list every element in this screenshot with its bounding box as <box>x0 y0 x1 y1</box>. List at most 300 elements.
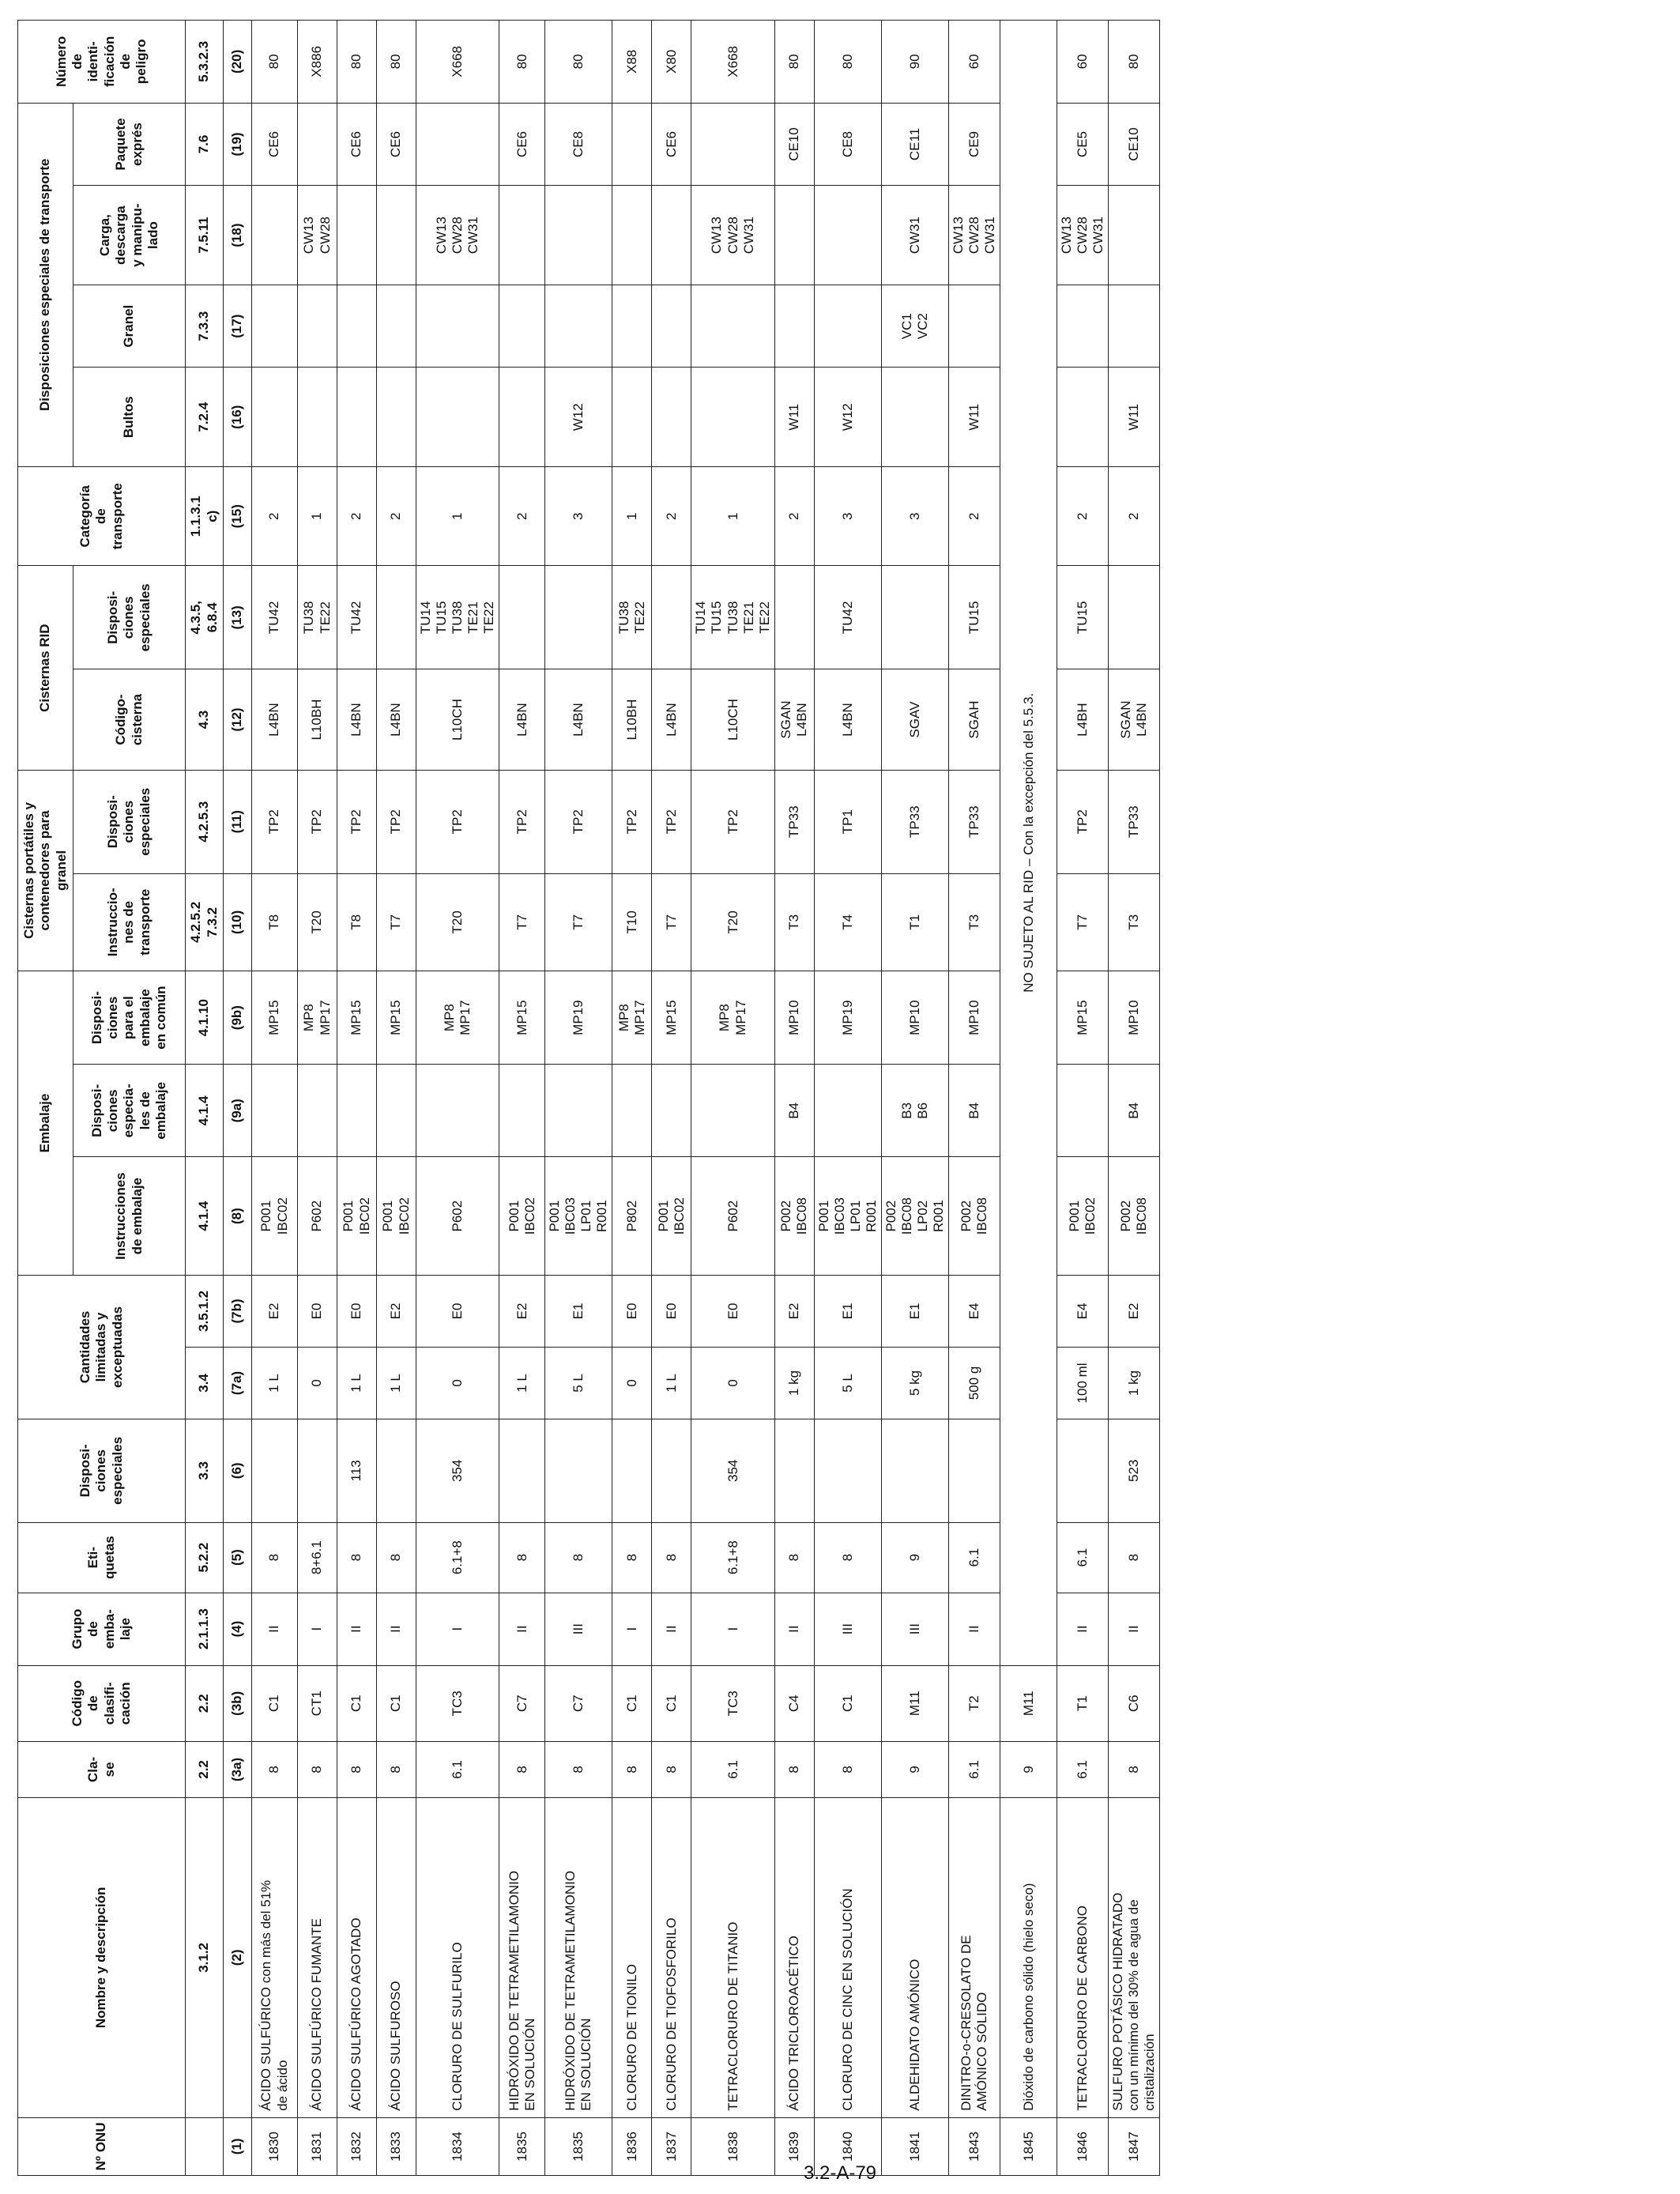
mixed-packing-provisions-cell: MP10 <box>774 971 814 1065</box>
bulk-provisions-cell <box>814 285 881 368</box>
rid-tank-special-provisions-cell: TU15 <box>1057 566 1109 669</box>
packing-group-cell: II <box>499 1593 545 1665</box>
classification-code-cell: C1 <box>652 1665 691 1741</box>
packing-group-cell: I <box>416 1593 499 1665</box>
rid-tank-special-provisions-cell <box>499 566 545 669</box>
express-parcel-cell: CE6 <box>652 103 691 186</box>
packing-group-cell: I <box>612 1593 652 1665</box>
tank-special-provisions-cell: TP33 <box>949 770 1000 873</box>
name-description-cell: HIDRÓXIDO DE TETRAMETILAMONIO EN SOLUCIÓN <box>499 1797 545 2117</box>
packages-provisions-cell <box>612 368 652 467</box>
excepted-quantity-cell: E1 <box>545 1275 612 1347</box>
classification-code-cell: C1 <box>814 1665 881 1741</box>
name-description-cell: ÁCIDO TRICLOROACÉTICO <box>774 1797 814 2117</box>
labels-cell: 8 <box>377 1522 416 1593</box>
reference-cell: 3.4 <box>186 1347 224 1419</box>
column-number-cell: (9a) <box>224 1065 252 1157</box>
packing-instructions-cell: P001 IBC03 LP01 R001 <box>545 1157 612 1276</box>
special-provisions-cell <box>377 1419 416 1522</box>
bulk-provisions-cell <box>691 285 774 368</box>
hazard-id-number-cell: X80 <box>652 21 691 104</box>
bulk-provisions-cell <box>252 285 298 368</box>
packing-group-cell: II <box>1109 1593 1160 1665</box>
hazard-id-number-cell: 80 <box>337 21 377 104</box>
special-packing-provisions-cell: B3 B6 <box>881 1065 948 1157</box>
reference-cell: 4.1.4 <box>186 1065 224 1157</box>
express-parcel-cell: CE10 <box>1109 103 1160 186</box>
table-row <box>377 21 416 2176</box>
packing-group-cell: II <box>252 1593 298 1665</box>
special-provisions-cell <box>949 1419 1000 1522</box>
table-row <box>298 21 337 2176</box>
packages-provisions-cell <box>377 368 416 467</box>
class-cell: 6.1 <box>416 1741 499 1797</box>
rid-tank-special-provisions-cell <box>881 566 948 669</box>
mixed-packing-provisions-cell: MP8 MP17 <box>691 971 774 1065</box>
table-row <box>337 21 377 2176</box>
hazard-id-number-cell: 80 <box>1109 21 1160 104</box>
bulk-provisions-cell <box>377 285 416 368</box>
rid-tank-special-provisions-cell <box>774 566 814 669</box>
packages-provisions-cell: W12 <box>814 368 881 467</box>
express-parcel-cell: CE11 <box>881 103 948 186</box>
name-description-cell: CLORURO DE SULFURILO <box>416 1797 499 2117</box>
table-row <box>1000 21 1057 2176</box>
classification-code-cell: M11 <box>1000 1665 1057 1741</box>
tank-instructions-cell: T8 <box>337 873 377 971</box>
table-row <box>814 21 881 2176</box>
labels-cell: 6.1+8 <box>691 1522 774 1593</box>
express-parcel-cell: CE6 <box>377 103 416 186</box>
limited-quantity-cell: 1 L <box>252 1347 298 1419</box>
rid-tank-special-provisions-cell: TU42 <box>337 566 377 669</box>
excepted-quantity-cell: E0 <box>612 1275 652 1347</box>
packages-provisions-cell <box>499 368 545 467</box>
tank-special-provisions-cell: TP2 <box>377 770 416 873</box>
column-number-cell: (20) <box>224 21 252 104</box>
column-number-cell: (12) <box>224 669 252 771</box>
un-number-cell: 1845 <box>1000 2117 1057 2175</box>
tank-instructions-cell: T3 <box>949 873 1000 971</box>
labels-cell: 9 <box>881 1522 948 1593</box>
bulk-provisions-cell <box>774 285 814 368</box>
name-description-cell: ÁCIDO SULFÚRICO FUMANTE <box>298 1797 337 2117</box>
header-express: Paquete exprés <box>73 103 186 186</box>
labels-cell: 8 <box>652 1522 691 1593</box>
limited-quantity-cell: 1 L <box>499 1347 545 1419</box>
limited-quantity-cell: 1 kg <box>774 1347 814 1419</box>
class-cell: 8 <box>774 1741 814 1797</box>
column-number-cell: (7a) <box>224 1347 252 1419</box>
tank-instructions-cell: T3 <box>1109 873 1160 971</box>
un-number-cell: 1847 <box>1109 2117 1160 2175</box>
transport-category-cell: 2 <box>1057 466 1109 566</box>
table-header <box>18 21 252 2176</box>
un-number-cell: 1840 <box>814 2117 881 2175</box>
hazard-id-number-cell: 80 <box>814 21 881 104</box>
special-packing-provisions-cell <box>1057 1065 1109 1157</box>
rid-tank-special-provisions-cell <box>545 566 612 669</box>
tank-code-cell: L4BN <box>545 669 612 771</box>
mixed-packing-provisions-cell: MP8 MP17 <box>298 971 337 1065</box>
class-cell: 8 <box>545 1741 612 1797</box>
bulk-provisions-cell <box>949 285 1000 368</box>
limited-quantity-cell: 0 <box>612 1347 652 1419</box>
loading-provisions-cell: CW13 CW28 CW31 <box>1057 186 1109 285</box>
class-cell: 8 <box>1109 1741 1160 1797</box>
packing-instructions-cell: P002 IBC08 <box>774 1157 814 1276</box>
header-rid-tank-special: Disposi- ciones especiales <box>73 566 186 669</box>
packing-group-cell: II <box>652 1593 691 1665</box>
reference-cell: 5.3.2.3 <box>186 21 224 104</box>
class-cell: 6.1 <box>691 1741 774 1797</box>
column-number-cell: (3a) <box>224 1741 252 1797</box>
bulk-provisions-cell <box>298 285 337 368</box>
limited-quantity-cell: 1 kg <box>1109 1347 1160 1419</box>
table-body <box>252 21 1160 2176</box>
tank-special-provisions-cell: TP33 <box>1109 770 1160 873</box>
special-provisions-cell <box>252 1419 298 1522</box>
table-row <box>499 21 545 2176</box>
rid-tank-special-provisions-cell: TU38 TE22 <box>298 566 337 669</box>
transport-category-cell: 1 <box>298 466 337 566</box>
tank-instructions-cell: T20 <box>416 873 499 971</box>
classification-code-cell: TC3 <box>691 1665 774 1741</box>
hazard-id-number-cell: 80 <box>252 21 298 104</box>
mixed-packing-provisions-cell: MP10 <box>881 971 948 1065</box>
loading-provisions-cell: CW13 CW28 CW31 <box>416 186 499 285</box>
packages-provisions-cell: W11 <box>1109 368 1160 467</box>
transport-category-cell: 2 <box>774 466 814 566</box>
header-special-packing: Disposi- ciones especia- les de embalaje <box>73 1065 186 1157</box>
express-parcel-cell: CE5 <box>1057 103 1109 186</box>
bulk-provisions-cell <box>416 285 499 368</box>
reference-cell: 4.3 <box>186 669 224 771</box>
reference-cell: 2.1.1.3 <box>186 1593 224 1665</box>
class-cell: 8 <box>652 1741 691 1797</box>
packing-instructions-cell: P602 <box>298 1157 337 1276</box>
table-row <box>1057 21 1109 2176</box>
reference-cell: 2.2 <box>186 1665 224 1741</box>
table-row <box>652 21 691 2176</box>
not-subject-note: NO SUJETO AL RID – Con la excepción del 5.5.3. <box>1000 21 1057 1666</box>
labels-cell: 8 <box>337 1522 377 1593</box>
un-number-cell: 1837 <box>652 2117 691 2175</box>
tank-code-cell: L4BH <box>1057 669 1109 771</box>
classification-code-cell: C4 <box>774 1665 814 1741</box>
loading-provisions-cell <box>252 186 298 285</box>
tank-instructions-cell: T7 <box>652 873 691 971</box>
classification-code-cell: T1 <box>1057 1665 1109 1741</box>
excepted-quantity-cell: E4 <box>949 1275 1000 1347</box>
table-row <box>416 21 499 2176</box>
tank-code-cell: L4BN <box>652 669 691 771</box>
special-packing-provisions-cell <box>377 1065 416 1157</box>
tank-code-cell: L4BN <box>499 669 545 771</box>
transport-category-cell: 1 <box>416 466 499 566</box>
special-provisions-cell: 354 <box>691 1419 774 1522</box>
mixed-packing-provisions-cell: MP15 <box>252 971 298 1065</box>
table-row <box>612 21 652 2176</box>
tank-instructions-cell: T4 <box>814 873 881 971</box>
classification-code-cell: C7 <box>545 1665 612 1741</box>
header-bulk: Granel <box>73 285 186 368</box>
packing-instructions-cell: P001 IBC02 <box>1057 1157 1109 1276</box>
excepted-quantity-cell: E0 <box>652 1275 691 1347</box>
header-un-no: Nº ONU <box>18 2117 186 2175</box>
un-number-cell: 1831 <box>298 2117 337 2175</box>
special-provisions-cell <box>499 1419 545 1522</box>
tank-code-cell: L10CH <box>416 669 499 771</box>
rid-tank-special-provisions-cell <box>1109 566 1160 669</box>
limited-quantity-cell: 5 L <box>814 1347 881 1419</box>
loading-provisions-cell <box>545 186 612 285</box>
tank-code-cell: SGAN L4BN <box>774 669 814 771</box>
labels-cell: 6.1+8 <box>416 1522 499 1593</box>
tank-instructions-cell: T7 <box>499 873 545 971</box>
tank-special-provisions-cell: TP1 <box>814 770 881 873</box>
reference-cell: 4.2.5.3 <box>186 770 224 873</box>
reference-cell: 7.5.11 <box>186 186 224 285</box>
excepted-quantity-cell: E0 <box>691 1275 774 1347</box>
packing-group-cell: III <box>814 1593 881 1665</box>
tank-special-provisions-cell: TP2 <box>545 770 612 873</box>
tank-special-provisions-cell: TP33 <box>881 770 948 873</box>
tank-code-cell: SGAV <box>881 669 948 771</box>
header-tank-special: Disposi- ciones especiales <box>73 770 186 873</box>
loading-provisions-cell <box>377 186 416 285</box>
reference-cell: 4.1.4 <box>186 1157 224 1276</box>
special-packing-provisions-cell: B4 <box>949 1065 1000 1157</box>
loading-provisions-cell <box>814 186 881 285</box>
name-description-cell: ÁCIDO SULFUROSO <box>377 1797 416 2117</box>
special-provisions-cell <box>612 1419 652 1522</box>
packages-provisions-cell <box>337 368 377 467</box>
mixed-packing-provisions-cell: MP8 MP17 <box>612 971 652 1065</box>
column-number-cell: (13) <box>224 566 252 669</box>
table-row <box>949 21 1000 2176</box>
bulk-provisions-cell <box>337 285 377 368</box>
un-number-cell: 1833 <box>377 2117 416 2175</box>
class-cell: 6.1 <box>949 1741 1000 1797</box>
class-cell: 8 <box>499 1741 545 1797</box>
loading-provisions-cell <box>652 186 691 285</box>
header-rid-tanks: Cisternas RID <box>18 566 73 770</box>
classification-code-cell: C1 <box>377 1665 416 1741</box>
reference-cell: 7.2.4 <box>186 368 224 467</box>
special-packing-provisions-cell <box>814 1065 881 1157</box>
special-packing-provisions-cell: B4 <box>1109 1065 1160 1157</box>
express-parcel-cell: CE9 <box>949 103 1000 186</box>
transport-category-cell: 1 <box>612 466 652 566</box>
packing-instructions-cell: P602 <box>691 1157 774 1276</box>
rid-tank-special-provisions-cell: TU15 <box>949 566 1000 669</box>
hazard-id-number-cell: 80 <box>545 21 612 104</box>
express-parcel-cell <box>298 103 337 186</box>
packages-provisions-cell: W11 <box>774 368 814 467</box>
express-parcel-cell <box>612 103 652 186</box>
hazard-id-number-cell: X88 <box>612 21 652 104</box>
un-number-cell: 1839 <box>774 2117 814 2175</box>
classification-code-cell: CT1 <box>298 1665 337 1741</box>
special-packing-provisions-cell <box>416 1065 499 1157</box>
loading-provisions-cell <box>337 186 377 285</box>
name-description-cell: DINITRO-o-CRESOLATO DE AMÓNICO SÓLIDO <box>949 1797 1000 2117</box>
hazard-id-number-cell: 80 <box>499 21 545 104</box>
loading-provisions-cell <box>499 186 545 285</box>
rid-tank-special-provisions-cell: TU42 <box>252 566 298 669</box>
class-cell: 8 <box>252 1741 298 1797</box>
labels-cell: 8 <box>499 1522 545 1593</box>
reference-cell: 7.6 <box>186 103 224 186</box>
header-mixed-packing: Disposi- ciones para el embalaje en común <box>73 971 186 1065</box>
packing-instructions-cell: P002 IBC08 LP02 R001 <box>881 1157 948 1276</box>
special-provisions-cell: 113 <box>337 1419 377 1522</box>
column-number-cell: (7b) <box>224 1275 252 1347</box>
reference-cell: 4.1.10 <box>186 971 224 1065</box>
header-packaging: Embalaje <box>18 971 73 1276</box>
special-provisions-cell <box>652 1419 691 1522</box>
header-tank-code: Código- cisterna <box>73 669 186 771</box>
classification-code-cell: C1 <box>252 1665 298 1741</box>
header-class: Cla- se <box>18 1741 186 1797</box>
labels-cell: 6.1 <box>1057 1522 1109 1593</box>
table-row <box>1109 21 1160 2176</box>
limited-quantity-cell: 1 L <box>377 1347 416 1419</box>
special-provisions-cell <box>814 1419 881 1522</box>
mixed-packing-provisions-cell: MP10 <box>949 971 1000 1065</box>
column-number-cell: (6) <box>224 1419 252 1522</box>
packing-group-cell: II <box>337 1593 377 1665</box>
special-packing-provisions-cell <box>298 1065 337 1157</box>
column-number-cell: (17) <box>224 285 252 368</box>
packing-instructions-cell: P001 IBC02 <box>652 1157 691 1276</box>
packages-provisions-cell <box>416 368 499 467</box>
name-description-cell: ALDEHIDATO AMÓNICO <box>881 1797 948 2117</box>
special-packing-provisions-cell <box>499 1065 545 1157</box>
reference-cell: 2.2 <box>186 1741 224 1797</box>
reference-cell: 1.1.3.1 c) <box>186 466 224 566</box>
tank-code-cell: L10CH <box>691 669 774 771</box>
name-description-cell: Dióxido de carbono sólido (hielo seco) <box>1000 1797 1057 2117</box>
class-cell: 6.1 <box>1057 1741 1109 1797</box>
name-description-cell: TETRACLORURO DE CARBONO <box>1057 1797 1109 2117</box>
packing-group-cell: I <box>298 1593 337 1665</box>
un-number-cell: 1835 <box>499 2117 545 2175</box>
labels-cell: 6.1 <box>949 1522 1000 1593</box>
class-cell: 8 <box>298 1741 337 1797</box>
header-special-transport: Disposiciones especiales de transporte <box>18 103 73 466</box>
loading-provisions-cell: CW13 CW28 CW31 <box>691 186 774 285</box>
special-packing-provisions-cell <box>612 1065 652 1157</box>
header-limited-qty: Cantidades limitadas y exceptuadas <box>18 1275 186 1419</box>
tank-special-provisions-cell: TP2 <box>652 770 691 873</box>
labels-cell: 8 <box>252 1522 298 1593</box>
class-cell: 8 <box>377 1741 416 1797</box>
excepted-quantity-cell: E2 <box>1109 1275 1160 1347</box>
name-description-cell: CLORURO DE CINC EN SOLUCIÓN <box>814 1797 881 2117</box>
name-description-cell: CLORURO DE TIOFOSFORILO <box>652 1797 691 2117</box>
un-number-cell: 1843 <box>949 2117 1000 2175</box>
express-parcel-cell <box>416 103 499 186</box>
page-number: 3.2-A-79 <box>803 2162 877 2184</box>
un-number-cell: 1832 <box>337 2117 377 2175</box>
tank-special-provisions-cell: TP2 <box>691 770 774 873</box>
table-row <box>691 21 774 2176</box>
excepted-quantity-cell: E1 <box>881 1275 948 1347</box>
loading-provisions-cell: CW13 CW28 <box>298 186 337 285</box>
labels-cell: 8+6.1 <box>298 1522 337 1593</box>
table-row <box>881 21 948 2176</box>
header-name: Nombre y descripción <box>18 1797 186 2117</box>
tank-special-provisions-cell: TP2 <box>499 770 545 873</box>
excepted-quantity-cell: E1 <box>814 1275 881 1347</box>
packages-provisions-cell <box>691 368 774 467</box>
special-provisions-cell <box>881 1419 948 1522</box>
tank-code-cell: L4BN <box>252 669 298 771</box>
table-row <box>774 21 814 2176</box>
un-number-cell: 1846 <box>1057 2117 1109 2175</box>
reference-cell: 3.1.2 <box>186 1797 224 2117</box>
tank-instructions-cell: T3 <box>774 873 814 971</box>
excepted-quantity-cell: E2 <box>774 1275 814 1347</box>
header-hazard-id: Número de identi- ficación de peligro <box>18 21 186 104</box>
classification-code-cell: C7 <box>499 1665 545 1741</box>
special-packing-provisions-cell <box>252 1065 298 1157</box>
limited-quantity-cell: 5 kg <box>881 1347 948 1419</box>
bulk-provisions-cell <box>1057 285 1109 368</box>
classification-code-cell: M11 <box>881 1665 948 1741</box>
mixed-packing-provisions-cell: MP8 MP17 <box>416 971 499 1065</box>
rid-tank-special-provisions-cell <box>377 566 416 669</box>
limited-quantity-cell: 500 g <box>949 1347 1000 1419</box>
header-class-code: Código de clasifi- cación <box>18 1665 186 1741</box>
loading-provisions-cell: CW13 CW28 CW31 <box>949 186 1000 285</box>
un-number-cell: 1841 <box>881 2117 948 2175</box>
tank-code-cell: L4BN <box>377 669 416 771</box>
bulk-provisions-cell: VC1 VC2 <box>881 285 948 368</box>
loading-provisions-cell: CW31 <box>881 186 948 285</box>
limited-quantity-cell: 5 L <box>545 1347 612 1419</box>
excepted-quantity-cell: E0 <box>337 1275 377 1347</box>
hazard-id-number-cell: 80 <box>377 21 416 104</box>
packing-instructions-cell: P002 IBC08 <box>949 1157 1000 1276</box>
limited-quantity-cell: 100 ml <box>1057 1347 1109 1419</box>
classification-code-cell: TC3 <box>416 1665 499 1741</box>
transport-category-cell: 2 <box>1109 466 1160 566</box>
tank-instructions-cell: T20 <box>691 873 774 971</box>
rid-tank-special-provisions-cell: TU38 TE22 <box>612 566 652 669</box>
packing-instructions-cell: P001 IBC02 <box>377 1157 416 1276</box>
column-number-cell: (3b) <box>224 1665 252 1741</box>
rid-tank-special-provisions-cell: TU14 TU15 TU38 TE21 TE22 <box>691 566 774 669</box>
special-provisions-cell <box>545 1419 612 1522</box>
special-provisions-cell <box>298 1419 337 1522</box>
rid-tank-special-provisions-cell <box>652 566 691 669</box>
loading-provisions-cell <box>1109 186 1160 285</box>
packing-instructions-cell: P001 IBC03 LP01 R001 <box>814 1157 881 1276</box>
class-cell: 9 <box>1000 1741 1057 1797</box>
express-parcel-cell: CE6 <box>337 103 377 186</box>
express-parcel-cell: CE6 <box>499 103 545 186</box>
column-number-cell: (2) <box>224 1797 252 2117</box>
un-number-cell: 1838 <box>691 2117 774 2175</box>
column-number-cell: (15) <box>224 466 252 566</box>
special-packing-provisions-cell <box>691 1065 774 1157</box>
header-loading: Carga, descarga y manipu- lado <box>73 186 186 285</box>
packing-instructions-cell: P001 IBC02 <box>337 1157 377 1276</box>
bulk-provisions-cell <box>612 285 652 368</box>
